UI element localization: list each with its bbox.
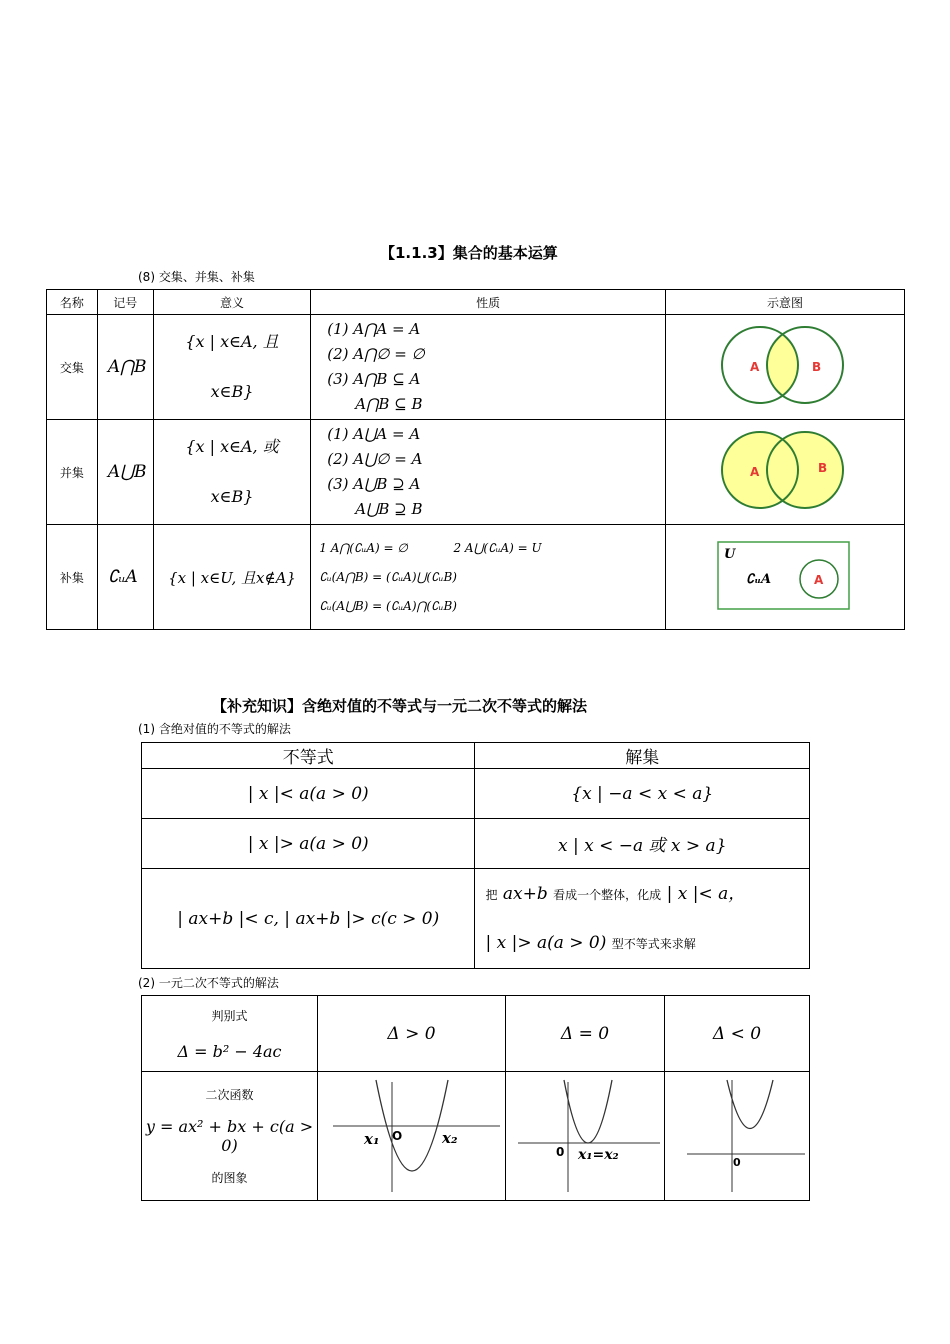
set-a-label: A: [813, 573, 824, 587]
row-name: 补集: [47, 525, 98, 630]
table-row-union: [47, 420, 905, 525]
table-row: [142, 819, 810, 869]
solution-expr: | x |> a(a > 0): [485, 932, 607, 953]
solution-line: [485, 919, 809, 968]
property: (3) A⋂B ⊆ A: [327, 370, 421, 388]
label-a: A: [749, 360, 760, 374]
table-row: [142, 869, 810, 969]
inequality-cell: | x |< a(a > 0): [142, 769, 475, 819]
venn-complement-svg: [666, 525, 904, 625]
complement-venn-diagram: [665, 525, 904, 630]
universe-label: U: [723, 547, 736, 562]
subtitle-absolute-value: (1) 含绝对值的不等式的解法: [138, 722, 291, 736]
header-inequality: 不等式: [142, 743, 475, 769]
row-meaning: {x | x∈U, 且x∉A}: [153, 525, 310, 630]
solution-cell: x | x < −a 或 x > a}: [475, 819, 810, 869]
property: ∁ᵤ(A⋃B) = (∁ᵤA)⋂(∁ᵤB): [319, 598, 457, 613]
discriminant-formula: Δ = b² − 4ac: [177, 1041, 282, 1061]
venn-intersection-svg: [666, 315, 904, 415]
inequality-cell: | ax+b |< c, | ax+b |> c(c > 0): [142, 869, 475, 969]
property: A⋃B ⊇ B: [355, 500, 423, 518]
header-row: [47, 290, 905, 315]
row-meaning: [153, 315, 310, 420]
property: (2) A⋃∅ = A: [327, 450, 423, 468]
subtitle-quadratic: (2) 一元二次不等式的解法: [138, 976, 279, 990]
function-formula: y = ax² + bx + c(a > 0): [145, 1117, 314, 1155]
venn-union-svg: [666, 420, 904, 520]
graph-negative-cell: [665, 1072, 810, 1201]
meaning-line: x∈B}: [210, 382, 254, 401]
graph-zero-cell: [506, 1072, 665, 1201]
root-x1-label: x₁: [364, 1130, 380, 1148]
property: 1 A⋂(∁ᵤA) = ∅: [319, 540, 408, 555]
quadratic-table: [141, 995, 810, 1201]
solution-text: 看成一个整体，化成: [553, 887, 662, 902]
property: (1) A⋃A = A: [327, 425, 421, 443]
header-properties: 性质: [311, 290, 666, 315]
discriminant-row: [142, 996, 810, 1072]
intersection-venn-diagram: [665, 315, 904, 420]
parabola-two-roots: [318, 1072, 505, 1196]
row-symbol: A⋃B: [97, 420, 153, 525]
label-b: B: [817, 461, 828, 475]
property: (3) A⋃B ⊇ A: [327, 475, 421, 493]
universe-rect: [718, 542, 849, 609]
union-venn-diagram: [665, 420, 904, 525]
header-name: 名称: [47, 290, 98, 315]
origin-label: O: [392, 1129, 403, 1143]
row-meaning: [153, 420, 310, 525]
row-name: 并集: [47, 420, 98, 525]
property: (2) A⋂∅ = ∅: [327, 345, 425, 363]
set-operations-table: [46, 289, 905, 630]
row-symbol: A⋂B: [97, 315, 153, 420]
graph-row: [142, 1072, 810, 1201]
absolute-value-table: [141, 742, 810, 969]
case-zero: Δ = 0: [506, 996, 665, 1072]
header-solution: 解集: [475, 743, 810, 769]
table-row: [142, 769, 810, 819]
property: 2 A⋃(∁ᵤA) = U: [453, 540, 542, 555]
row-properties: [311, 525, 666, 630]
parabola: [727, 1080, 773, 1129]
origin-label: 0: [556, 1145, 565, 1159]
solution-cell: [475, 869, 810, 969]
case-positive: Δ > 0: [318, 996, 506, 1072]
section-subtitle: (8) 交集、并集、补集: [138, 270, 255, 284]
double-root-label: x₁=x₂: [578, 1147, 619, 1163]
row-symbol: ∁ᵤA: [97, 525, 153, 630]
function-label-cell: [142, 1072, 318, 1201]
solution-expr: ax+b: [502, 883, 548, 904]
table-row-intersection: [47, 315, 905, 420]
property-row: [311, 534, 665, 563]
parabola-one-root: [506, 1072, 664, 1196]
complement-label: ∁ᵤA: [745, 572, 772, 587]
label-b: B: [811, 360, 822, 374]
parabola: [564, 1080, 612, 1143]
solution-expr: | x |< a，: [666, 883, 746, 904]
solution-line: [485, 870, 809, 919]
row-name: 交集: [47, 315, 98, 420]
solution-cell: {x | −a < x < a}: [475, 769, 810, 819]
property: A⋂B ⊆ B: [355, 395, 423, 413]
root-x2-label: x₂: [442, 1129, 458, 1147]
discriminant-label: 判别式: [211, 1008, 248, 1023]
header-diagram: 示意图: [665, 290, 904, 315]
origin-label: 0: [733, 1156, 741, 1169]
supplement-title: 【补充知识】含绝对值的不等式与一元二次不等式的解法: [212, 697, 588, 715]
meaning-line: {x | x∈A, 或: [185, 437, 279, 456]
case-negative: Δ < 0: [665, 996, 810, 1072]
label-a: A: [749, 465, 760, 479]
header-symbol: 记号: [97, 290, 153, 315]
discriminant-label-cell: [142, 996, 318, 1072]
row-properties: [311, 420, 666, 525]
property: ∁ᵤ(A⋂B) = (∁ᵤA)⋃(∁ᵤB): [319, 569, 457, 584]
header-row: [142, 743, 810, 769]
meaning-line: {x | x∈A, 且: [185, 332, 279, 351]
header-meaning: 意义: [153, 290, 310, 315]
solution-text: 把: [485, 887, 498, 902]
solution-text: 型不等式来求解: [611, 936, 696, 951]
property: (1) A⋂A = A: [327, 320, 421, 338]
graph-positive-cell: [318, 1072, 506, 1201]
function-label-suffix: 的图象: [211, 1171, 248, 1185]
table-row-complement: [47, 525, 905, 630]
meaning-line: x∈B}: [210, 487, 254, 506]
section-title: 【1.1.3】集合的基本运算: [380, 244, 558, 262]
inequality-cell: | x |> a(a > 0): [142, 819, 475, 869]
parabola-no-roots: [665, 1072, 809, 1196]
row-properties: [311, 315, 666, 420]
function-label: 二次函数: [205, 1088, 254, 1102]
